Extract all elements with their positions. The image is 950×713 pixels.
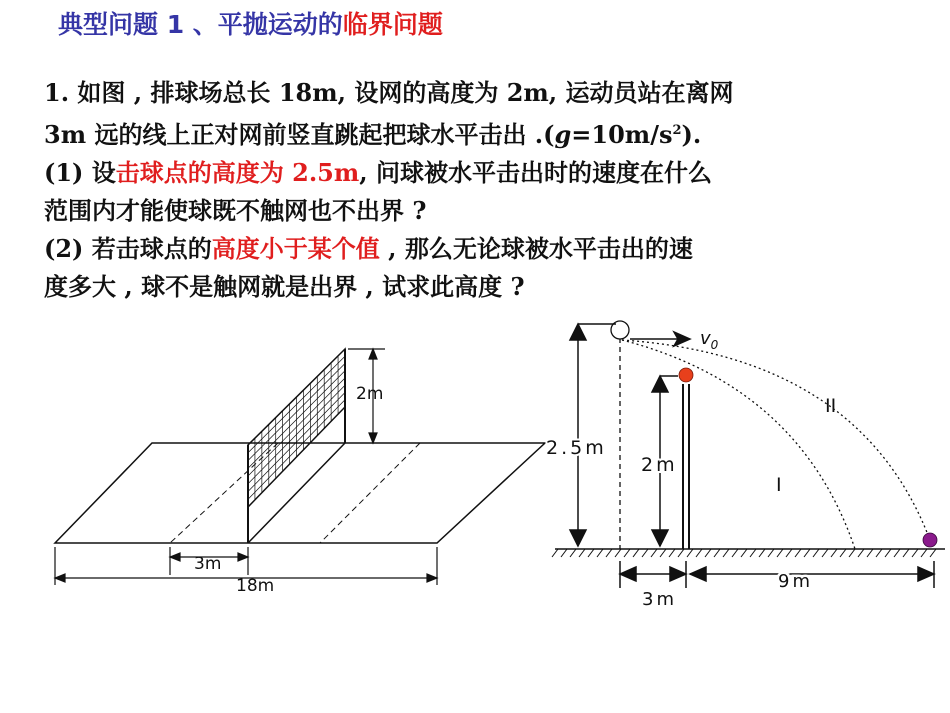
exponent: 2 xyxy=(672,123,682,138)
part-2-line-2: 度多大 , 球不是触网就是出界 , 试求此高度 ? xyxy=(44,272,525,301)
velocity-subscript: 0 xyxy=(710,338,719,352)
part-1-line xyxy=(44,154,924,192)
problem-line-2c: ). xyxy=(681,120,702,149)
net-2m-label: 2m xyxy=(641,454,678,476)
height-2-5m-label: 2.5m xyxy=(546,437,607,459)
net-ball xyxy=(679,368,693,382)
part-2-prefix: (2) 若击球点的 xyxy=(44,234,212,263)
part-1-rest: , 问球被水平击出时的速度在什么 xyxy=(359,158,712,187)
trajectory-figure xyxy=(540,316,945,616)
slide-title xyxy=(58,10,528,40)
length-label: 18m xyxy=(236,576,275,595)
distance-label: 3m xyxy=(194,554,222,574)
court-outline xyxy=(55,443,545,543)
part-2-highlight: 高度小于某个值 xyxy=(211,235,380,263)
curve-II-label: II xyxy=(825,395,837,417)
title-highlight: 临界问题 xyxy=(342,10,443,39)
part-1-line-2: 范围内才能使球既不触网也不出界 ? xyxy=(44,196,427,225)
velocity-symbol: v xyxy=(700,328,711,349)
landing-ball xyxy=(923,533,937,547)
net-mesh xyxy=(248,349,345,507)
problem-line-1: 1. 如图 , 排球场总长 18m, 设网的高度为 2m, 运动员站在离网 xyxy=(44,78,734,107)
ground-hatching xyxy=(552,549,936,557)
attack-line-right xyxy=(320,443,420,543)
part-1-prefix: (1) 设 xyxy=(44,158,116,187)
problem-text xyxy=(44,74,924,306)
problem-line-2 xyxy=(44,112,924,154)
trajectory-II xyxy=(622,340,930,540)
court-figure xyxy=(40,335,550,595)
dist-3m-label: 3m xyxy=(642,589,677,610)
part-2-line xyxy=(44,230,924,268)
trajectory-I xyxy=(622,340,855,549)
part-2-rest: , 那么无论球被水平击出的速 xyxy=(379,234,693,263)
curve-I-label: I xyxy=(776,474,782,496)
gravity-symbol: g xyxy=(554,120,572,149)
net-height-label: 2m xyxy=(356,384,384,404)
dist-9m-label: 9m xyxy=(778,571,813,592)
problem-line-2b: =10m/s xyxy=(571,120,673,149)
part-1-highlight: 击球点的高度为 2.5m xyxy=(115,158,360,187)
velocity-label xyxy=(700,328,719,352)
problem-line-2a: 3m 远的线上正对网前竖直跳起把球水平击出 .( xyxy=(44,120,555,149)
title-prefix: 典型问题 1 、平抛运动的 xyxy=(58,10,343,39)
